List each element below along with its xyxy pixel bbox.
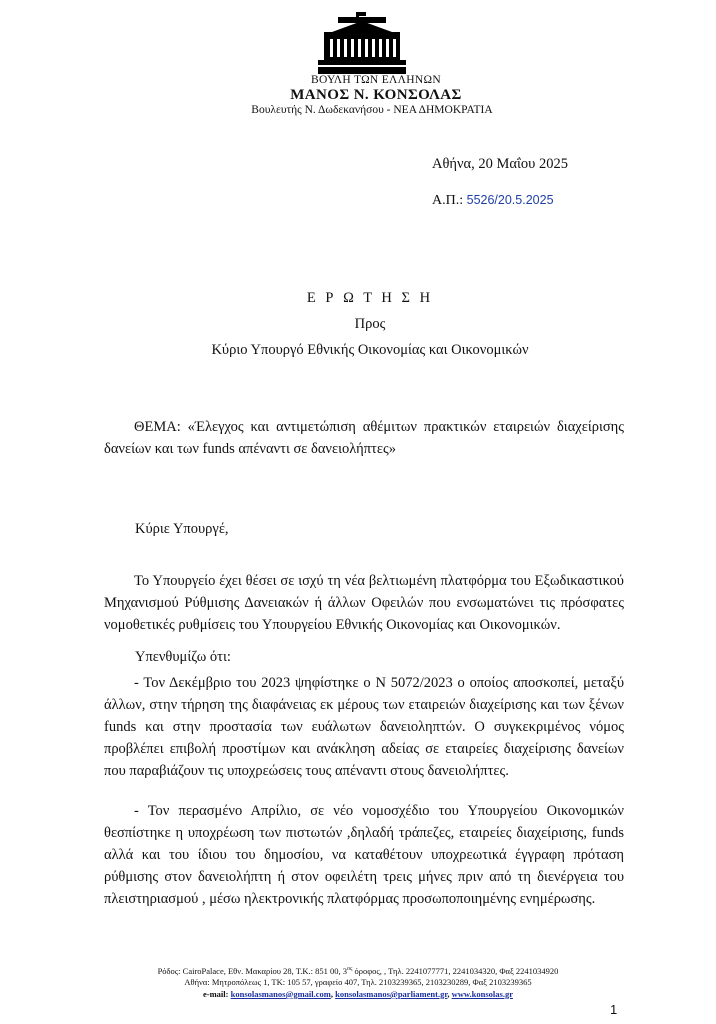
recipient: Κύριο Υπουργό Εθνικής Οικονομίας και Οικονομικών xyxy=(211,342,529,358)
document-title: Ε Ρ Ω Τ Η Σ Η xyxy=(306,290,434,306)
subject-line: δανείων και των funds απέναντι σε δανειολήπτες» xyxy=(104,441,396,457)
paragraph-intro xyxy=(104,570,624,636)
text-line: άλλων, στην τήρηση της διαφάνειας εκ μέρους των εταιρειών διαχείρισης και των ξένων xyxy=(104,697,624,713)
protocol-number xyxy=(432,193,554,209)
footer-rhodes-address: Ρόδος: CairoPalace, Εθν. Μακαρίου 28, Τ.Κ.: 851 00, $3^{o\varsigma}$ όροφος, , Τηλ. 2241077771, 2241034320, Φαξ 2241034920 xyxy=(157,965,559,976)
text-line: πλειστηριασμού , μέσω ηλεκτρονικής πλατφόρμας προσωποποιημένης ενημέρωσης. xyxy=(104,891,596,907)
mp-position: Βουλευτής Ν. Δωδεκανήσου - ΝΕΑ ΔΗΜΟΚΡΑΤΙΑ xyxy=(251,104,493,116)
website-link[interactable]: www.konsolas.gr xyxy=(451,988,513,999)
footer xyxy=(0,964,716,1000)
page-number: 1 xyxy=(610,1002,618,1017)
subject xyxy=(104,416,624,460)
text-line: που παραβιάζουν τις υποχρεώσεις τους απέναντι στους δανειολήπτες. xyxy=(104,763,509,779)
text-line: Το Υπουργείο έχει θέσει σε ισχύ τη νέα βελτιωμένη πλατφόρμα του Εξωδικαστικού xyxy=(134,573,624,589)
mp-name: ΜΑΝΟΣ Ν. ΚΟΝΣΟΛΑΣ xyxy=(290,87,462,103)
text-line: - Τον Δεκέμβριο του 2023 ψηφίστηκε ο Ν 5072/2023 ο οποίος αποσκοπεί, μεταξύ xyxy=(134,675,624,691)
text-line: - Τον περασμένο Απρίλιο, σε νέο νομοσχέδιο του Υπουργείου Οικονομικών xyxy=(134,803,624,819)
email-link-parliament[interactable]: konsolasmanos@parliament.gr xyxy=(335,988,448,999)
footer-athens-address: Αθήνα: Μητροπόλεως 1, ΤΚ: 105 57, γραφείο 407, Τηλ. 2103239365, 2103230289, Φαξ 2103239365 xyxy=(184,977,532,988)
text-line: Μηχανισμού Ρύθμισης Δανειακών ή άλλων Οφειλών που ενσωματώνει τις πρόσφατες xyxy=(104,595,624,611)
footer-contacts: e-mail: konsolasmanos@gmail.com, konsolasmanos@parliament.gr, www.konsolas.gr xyxy=(203,988,513,999)
salutation: Κύριε Υπουργέ, xyxy=(135,521,229,537)
text-line: αλλά και του ίδιου του δημοσίου, να καταθέτουν υποχρεωτικά έγγραφη πρόταση xyxy=(104,847,624,863)
parliament-logo xyxy=(318,12,406,74)
document-date: Αθήνα, 20 Μαΐου 2025 xyxy=(432,156,568,172)
text-line: νομοθετικές ρυθμίσεις του Υπουργείου Εθνικής Οικονομίας και Οικονομικών. xyxy=(104,617,561,633)
text-line: ρύθμισης στον δανειολήπτη ή στον οφειλέτη τρεις μήνες πριν από τη διενέργεια του xyxy=(104,869,624,885)
text-line: προβλέπει επιβολή προστίμων και ανάκληση αδείας σε εταιρείες διαχείρισης δανείων xyxy=(104,741,624,757)
reminder-heading: Υπενθυμίζω ότι: xyxy=(135,649,231,665)
protocol-label: Α.Π.: xyxy=(432,193,464,208)
text-line: θεσπίστηκε η υποχρέωση των πιστωτών ,δηλαδή τράπεζες, εταιρείες διαχείρισης, funds xyxy=(104,825,624,841)
paragraph-april-bill xyxy=(104,800,624,910)
institution-name: ΒΟΥΛΗ ΤΩΝ ΕΛΛΗΝΩΝ xyxy=(311,74,441,86)
email-label: e-mail: xyxy=(203,988,229,999)
paragraph-law-5072 xyxy=(104,672,624,782)
subject-line: ΘΕΜΑ: «Έλεγχος και αντιμετώπιση αθέμιτων πρακτικών εταιρειών διαχείρισης xyxy=(134,419,624,435)
text-line: funds και στην προστασία των ευάλωτων δανειοληπτών. Ο συγκεκριμένος νόμος xyxy=(104,719,624,735)
email-link-gmail[interactable]: konsolasmanos@gmail.com xyxy=(230,988,331,999)
protocol-value: 5526/20.5.2025 xyxy=(466,193,554,207)
addressee-label: Προς xyxy=(354,316,386,332)
